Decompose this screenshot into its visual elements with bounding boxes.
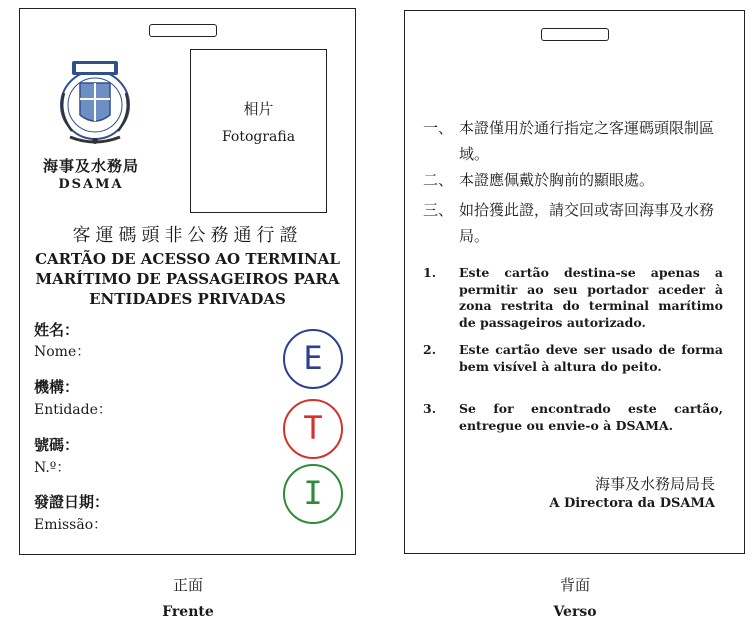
rule-zh-3 — [423, 197, 723, 249]
badge-e: E — [283, 329, 343, 389]
field-number-zh: 號碼： — [34, 436, 80, 454]
photo-label-pt: Fotografia — [221, 129, 296, 145]
card-back — [404, 10, 745, 554]
rule-zh-text: 本證僅用於通行指定之客運碼頭限制區域。 — [459, 119, 715, 163]
rule-pt-text: Este cartão destina-se apenas a permitir ao seu portador aceder à zona restrita do terminal marítimo de passageiros autorizado. — [459, 265, 723, 330]
rule-pt-text: Este cartão deve ser usado de forma bem visível à altura do peito. — [459, 342, 723, 374]
photo-box — [190, 49, 327, 213]
rule-pt-number: 2. — [423, 342, 437, 357]
lanyard-slot — [149, 24, 217, 37]
caption-back-zh: 背面 — [559, 576, 590, 594]
card-title-pt-line3: ENTIDADES PRIVADAS — [89, 290, 286, 308]
rule-pt-3 — [423, 401, 723, 434]
card-title-zh: 客運碼頭非公務通行證 — [72, 225, 303, 246]
rule-zh-1 — [423, 115, 723, 167]
org-name-zh: 海事及水務局 — [42, 157, 139, 175]
field-name-zh: 姓名： — [34, 321, 80, 339]
field-entity-zh: 機構： — [34, 378, 80, 396]
rule-pt-number: 1. — [423, 265, 437, 280]
rule-pt-2 — [423, 342, 723, 375]
rule-zh-number: 二、 — [423, 171, 454, 189]
card-title-pt-line1: CARTÃO DE ACESSO AO TERMINAL — [35, 250, 340, 268]
photo-label-zh: 相片 — [243, 100, 274, 118]
lanyard-slot — [541, 28, 609, 41]
badge-t: T — [283, 399, 343, 459]
rule-zh-number: 三、 — [423, 201, 454, 219]
field-entity-pt: Entidade： — [34, 402, 112, 418]
rule-zh-text: 如拾獲此證，請交回或寄回海事及水務局。 — [459, 201, 715, 245]
rule-zh-2 — [423, 167, 723, 193]
field-number-pt: N.º： — [34, 460, 71, 476]
field-issue-date-pt: Emissão： — [34, 517, 108, 533]
card-front — [19, 8, 356, 555]
org-name-en: DSAMA — [58, 177, 124, 192]
rule-pt-1 — [423, 265, 723, 331]
badge-i: I — [283, 464, 343, 524]
field-issue-date-zh: 發證日期： — [34, 493, 110, 511]
caption-back-pt: Verso — [553, 604, 597, 620]
rule-zh-number: 一、 — [423, 119, 454, 137]
signature-title-zh: 海事及水務局局長 — [594, 475, 715, 493]
caption-front-zh: 正面 — [172, 576, 203, 594]
field-name-pt: Nome： — [34, 344, 91, 360]
signature-title-pt: A Directora da DSAMA — [549, 496, 715, 511]
rule-pt-text: Se for encontrado este cartão, entregue ou envie-o à DSAMA. — [459, 401, 723, 433]
caption-front-pt: Frente — [162, 604, 214, 620]
dsama-emblem-icon — [50, 53, 140, 149]
card-title-pt-line2: MARÍTIMO DE PASSAGEIROS PARA — [35, 270, 340, 288]
rule-zh-text: 本證應佩戴於胸前的顯眼處。 — [459, 171, 655, 189]
rule-pt-number: 3. — [423, 401, 437, 416]
